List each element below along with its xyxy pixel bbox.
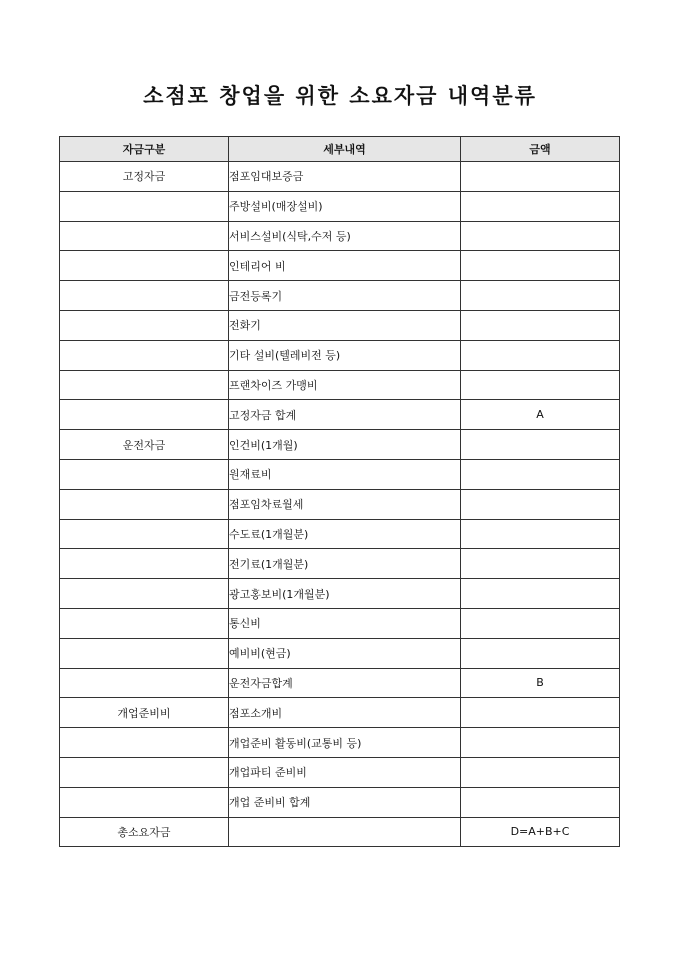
table-row [60,370,620,400]
row-category [60,608,229,638]
row-detail: 개업준비 활동비(교통비 등) [229,728,461,758]
row-amount [461,191,620,221]
row-category: 총소요자금 [60,817,229,847]
table-row [60,698,620,728]
row-detail: 인테리어 비 [229,251,461,281]
table-row [60,608,620,638]
budget-table [59,136,620,847]
row-detail: 예비비(현금) [229,638,461,668]
row-category [60,728,229,758]
row-category [60,549,229,579]
row-detail: 원재료비 [229,459,461,489]
row-amount [461,757,620,787]
table-row [60,430,620,460]
row-category: 개업준비비 [60,698,229,728]
row-category [60,638,229,668]
row-category [60,340,229,370]
row-amount [461,608,620,638]
row-amount [461,340,620,370]
row-detail: 점포소개비 [229,698,461,728]
row-amount [461,489,620,519]
row-amount [461,549,620,579]
row-amount: A [461,400,620,430]
table-row [60,549,620,579]
row-category: 고정자금 [60,162,229,192]
row-amount [461,310,620,340]
table-row [60,310,620,340]
header-amount: 금액 [461,137,620,162]
row-category [60,251,229,281]
row-amount [461,519,620,549]
row-category [60,310,229,340]
table-header-row [60,137,620,162]
row-detail: 고정자금 합계 [229,400,461,430]
document-title: 소점포 창업을 위한 소요자금 내역분류 [143,83,537,108]
table-row [60,579,620,609]
row-category [60,757,229,787]
row-amount: D=A+B+C [461,817,620,847]
row-amount [461,221,620,251]
row-detail: 수도료(1개월분) [229,519,461,549]
row-category [60,221,229,251]
table-row [60,817,620,847]
table-row [60,787,620,817]
row-detail: 점포임차료월세 [229,489,461,519]
row-detail: 운전자금합계 [229,668,461,698]
row-detail: 광고홍보비(1개월분) [229,579,461,609]
table-row [60,162,620,192]
row-detail: 통신비 [229,608,461,638]
row-detail: 전화기 [229,310,461,340]
row-detail: 주방설비(매장설비) [229,191,461,221]
table-row [60,251,620,281]
row-category [60,668,229,698]
row-amount [461,251,620,281]
row-category [60,579,229,609]
row-amount [461,459,620,489]
row-category [60,370,229,400]
table-row [60,489,620,519]
row-amount [461,787,620,817]
row-amount: B [461,668,620,698]
table-row [60,638,620,668]
row-detail: 개업파티 준비비 [229,757,461,787]
row-detail: 서비스설비(식탁,수저 등) [229,221,461,251]
row-amount [461,728,620,758]
table-row [60,281,620,311]
row-category [60,400,229,430]
header-detail: 세부내역 [229,137,461,162]
row-amount [461,579,620,609]
row-detail: 프랜차이즈 가맹비 [229,370,461,400]
table-row [60,728,620,758]
row-detail: 점포임대보증금 [229,162,461,192]
row-amount [461,698,620,728]
row-detail: 개업 준비비 합계 [229,787,461,817]
row-detail: 인건비(1개월) [229,430,461,460]
row-detail: 기타 설비(텔레비전 등) [229,340,461,370]
table-row [60,459,620,489]
table-row [60,668,620,698]
row-category [60,787,229,817]
table-row [60,191,620,221]
row-amount [461,162,620,192]
row-detail: 전기료(1개월분) [229,549,461,579]
row-amount [461,281,620,311]
table-row [60,340,620,370]
row-category [60,489,229,519]
table-row [60,757,620,787]
row-category [60,459,229,489]
row-amount [461,370,620,400]
table-row [60,400,620,430]
row-detail [229,817,461,847]
table-row [60,519,620,549]
header-category: 자금구분 [60,137,229,162]
row-category: 운전자금 [60,430,229,460]
row-amount [461,430,620,460]
table-row [60,221,620,251]
row-category [60,191,229,221]
row-category [60,519,229,549]
row-category [60,281,229,311]
row-detail: 금전등록기 [229,281,461,311]
row-amount [461,638,620,668]
